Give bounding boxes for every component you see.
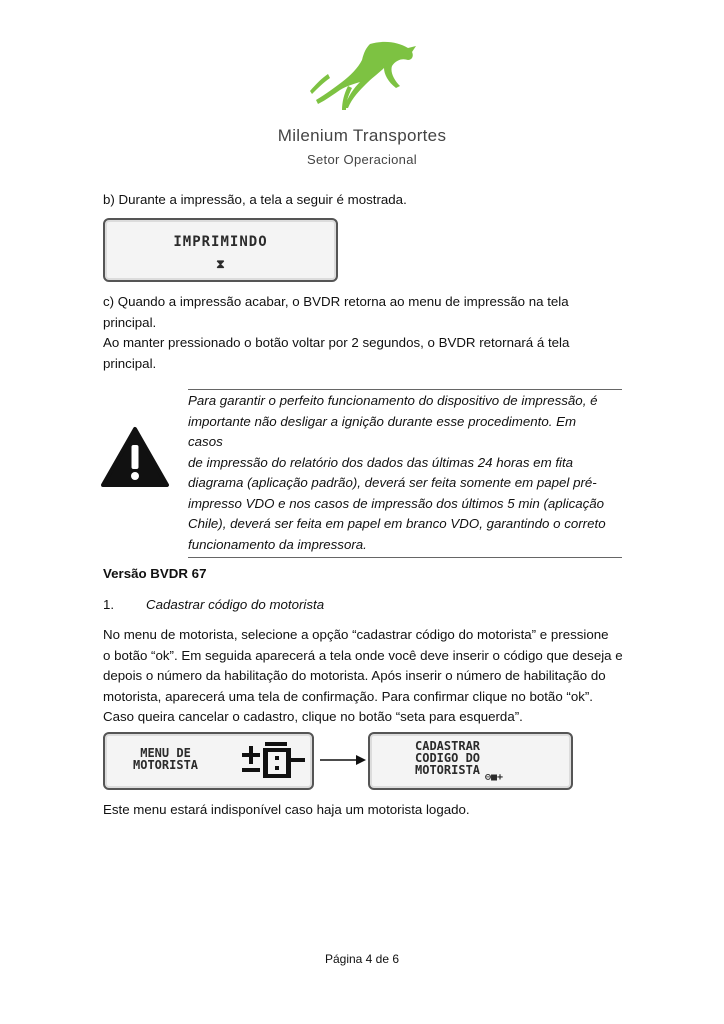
warning-line: impresso VDO e nos casos de impressão dos últimos 5 min (aplicação [188,495,605,511]
lcd-line: CODIGO DO [415,751,481,765]
lcd-line: MOTORISTA [415,763,481,777]
warning-note [188,389,622,558]
paragraph-b: b) Durante a impressão, a tela a seguir é mostrada. [103,192,407,207]
paragraph-c-line: principal. [103,355,157,371]
hourglass-icon: ⧗ [216,257,225,271]
lcd-register-driver-screen [368,732,573,790]
warning-line: funcionamento da impressora. [188,536,367,552]
lcd-register-icons: ⊖■+ [485,772,504,783]
lcd-line: CADASTRAR [415,739,481,753]
lcd-line: MOTORISTA [133,758,199,772]
version-heading: Versão BVDR 67 [103,566,207,581]
paragraph-menu-line: Caso queira cancelar o cadastro, clique no botão “seta para esquerda”. [103,709,523,724]
arrow-right-icon [318,753,368,767]
lcd-register-text [415,740,480,776]
driver-card-icon [241,740,307,782]
horse-logo-icon [300,38,430,116]
warning-line: diagrama (aplicação padrão), deverá ser feita somente em papel pré- [188,475,597,490]
paragraph-c [103,292,623,374]
lcd-printing-screen [103,218,338,282]
lcd-printing-text: IMPRIMINDO [173,234,268,250]
item-number: 1. [103,597,115,612]
company-name: Milenium Transportes [277,126,447,145]
warning-line: Para garantir o perfeito funcionamento do dispositivo de impressão, é [188,393,598,408]
paragraph-menu-line: o botão “ok”. Em seguida aparecerá a tela onde você deve inserir o código que deseja e [103,647,623,663]
item-title: Cadastrar código do motorista [146,597,325,612]
lcd-driver-menu-text [133,747,198,771]
paragraph-menu-line: No menu de motorista, selecione a opção “cadastrar código do motorista” e pressione [103,627,609,642]
warning-line: Chile), deverá ser feita em papel em branco VDO, garantindo o correto [188,516,606,531]
page-number: Página 4 de 6 [324,952,400,966]
lcd-driver-menu-screen [103,732,314,790]
lcd-line: MENU DE [140,746,191,760]
warning-triangle-icon [99,425,171,489]
paragraph-menu-line: depois o número da habilitação do motorista. Após inserir o número de habilitação do [103,668,606,683]
department-name: Setor Operacional [307,152,417,167]
paragraph-c-line: c) Quando a impressão acabar, o BVDR retorna ao menu de impressão na tela principal. [103,294,569,330]
paragraph-menu [103,625,623,728]
paragraph-c-line: Ao manter pressionado o botão voltar por 2 segundos, o BVDR retornará á tela [103,335,570,350]
warning-line: importante não desligar a ignição durante esse procedimento. Em casos [188,413,577,449]
warning-line: de impressão do relatório dos dados das últimas 24 horas em fita [188,454,574,470]
paragraph-menu-line: motorista, aparecerá uma tela de confirmação. Para confirmar clique no botão “ok”. [103,688,594,704]
paragraph-unavailable: Este menu estará indisponível caso haja um motorista logado. [103,802,470,817]
